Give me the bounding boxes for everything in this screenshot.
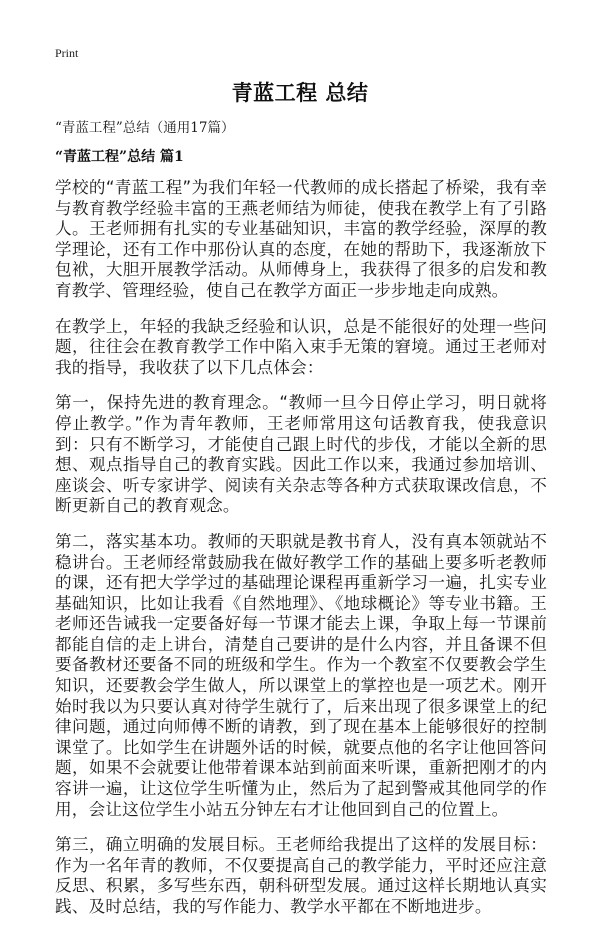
print-label[interactable]: Print — [55, 46, 79, 60]
document-subtitle: “青蓝工程”总结（通用17篇） — [55, 120, 235, 136]
paragraph-experience: 在教学上，年轻的我缺乏经验和认识，总是不能很好的处理一些问题，往往会在教育教学工作中陷入束手无策的窘境。通过王老师对我的指导，我收获了以下几点体会： — [55, 316, 547, 377]
paragraph-point-three: 第三，确立明确的发展目标。王老师给我提出了这样的发展目标：作为一名年青的教师，不仅要提高自己的教学能力，平时还应注意反思、积累，多写些东西，朝科研型发展。通过这样长期地认真实践、及时总结，我的写作能力、教学水平都在不断地进步。 — [55, 835, 547, 916]
document-body — [55, 178, 547, 933]
paragraph-point-two: 第二，落实基本功。教师的天职就是教书育人，没有真本领就站不稳讲台。王老师经常鼓励我在做好教学工作的基础上要多听老教师的课，还有把大学学过的基础理论课程再重新学习一遍，扎实专业基础知识，比如让我看《自然地理》、《地球概论》等专业书籍。王老师还告诫我一定要备好每一节课才能去上课，争取上每一节课前都能自信的走上讲台，清楚自己要讲的是什么内容，并且备课不但要备教材还要备不同的班级和学生。作为一个教室不仅要教会学生知识，还要教会学生做人，所以课堂上的掌控也是一项艺术。刚开始时我以为只要认真对待学生就行了，后来出现了很多课堂上的纪律问题，通过向师傅不断的请教，到了现在基本上能够很好的控制课堂了。比如学生在讲题外话的时候，就要点他的名字让他回答问题，如果不会就要让他带着课本站到前面来听课，重新把刚才的内容讲一遍，让这位学生听懂为止，然后为了起到警戒其他同学的作用，会让这位学生小站五分钟左右才让他回到自己的位置上。 — [55, 531, 547, 819]
paragraph-point-one: 第一，保持先进的教育理念。“教师一旦今日停止学习，明日就将停止教学。”作为青年教师，王老师常用这句话教育我，使我意识到：只有不断学习，才能使自己跟上时代的步伐，才能以全新的思想、观点指导自己的教育实践。因此工作以来，我通过参加培训、座谈会、听专家讲学、阅读有关杂志等各种方式获取课改信息，不断更新自己的教育观念。 — [55, 393, 547, 516]
paragraph-intro: 学校的“青蓝工程”为我们年轻一代教师的成长搭起了桥梁，我有幸与教育教学经验丰富的王燕老师结为师徒，使我在教学上有了引路人。王老师拥有扎实的专业基础知识，丰富的教学经验，深厚的教学理论，还有工作中那份认真的态度，在她的帮助下，我逐渐放下包袱，大胆开展教学活动。从师傅身上，我获得了很多的启发和教育教学、管理经验，使自己在教学方面正一步步地走向成熟。 — [55, 178, 547, 300]
section-heading: “青蓝工程”总结 篇1 — [55, 149, 184, 165]
document-title: 青蓝工程 总结 — [231, 81, 369, 105]
